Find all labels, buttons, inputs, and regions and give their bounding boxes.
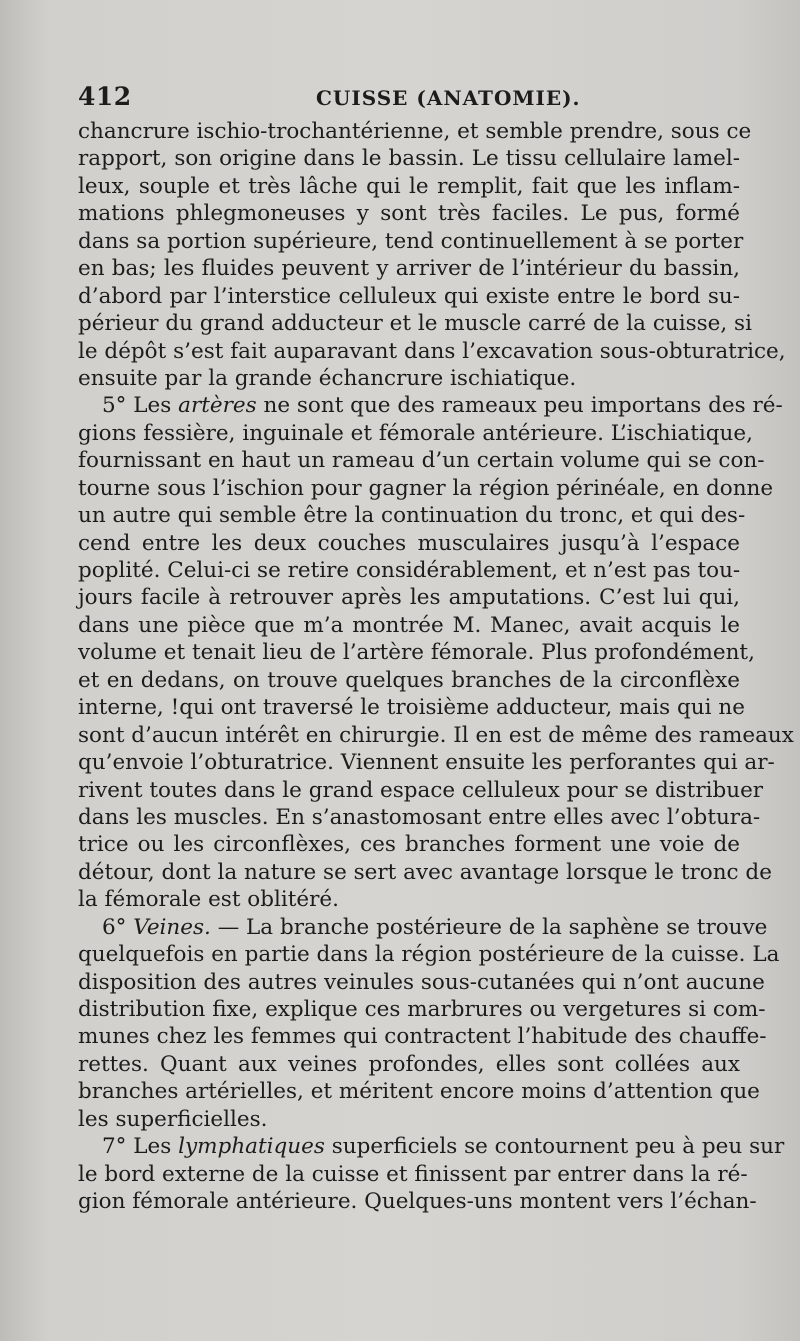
- text-line: [78, 200, 740, 227]
- text-line: [78, 694, 745, 721]
- text-line: [78, 392, 783, 419]
- text-line: [78, 1188, 757, 1215]
- line-text: un autre qui semble être la continuation du tronc, et qui des-: [78, 503, 746, 529]
- text-line: [78, 228, 744, 255]
- italic-term: Veines.: [133, 914, 211, 940]
- text-line: [78, 557, 740, 584]
- text-line: [78, 639, 755, 666]
- page-header: [78, 82, 740, 116]
- line-text: quelquefois en partie dans la région postérieure de la cuisse. La: [78, 942, 780, 968]
- text-line: [78, 996, 766, 1023]
- line-text: volume et tenait lieu de l’artère fémorale. Plus profondément,: [78, 640, 755, 666]
- text-line: [78, 1133, 785, 1160]
- text-line: [78, 831, 740, 858]
- line-text: chancrure ischio-trochantérienne, et semble prendre, sous ce: [78, 119, 752, 144]
- line-text: interne, !qui ont traversé le troisième adducteur, mais qui ne: [78, 695, 745, 721]
- text-line: [78, 447, 765, 474]
- line-text: d’abord par l’interstice celluleux qui existe entre le bord su-: [78, 283, 740, 309]
- line-text: disposition des autres veinules sous-cutanées qui n’ont aucune: [78, 969, 765, 995]
- text-line: [78, 612, 740, 639]
- text-line: [78, 584, 740, 611]
- text-line: [78, 667, 740, 694]
- text-line: [78, 777, 764, 804]
- text-line: [78, 886, 740, 913]
- line-text: les superficielles.: [78, 1106, 268, 1132]
- line-text: munes chez les femmes qui contractent l’habitude des chauffe-: [78, 1024, 767, 1050]
- line-text: rettes. Quant aux veines profondes, elles sont collées aux: [78, 1051, 740, 1077]
- line-text: et en dedans, on trouve quelques branches de la circonflèxe: [78, 667, 740, 693]
- text-line: [78, 969, 765, 996]
- line-text: superficiels se contournent peu à peu sur: [324, 1134, 785, 1160]
- line-text: la fémorale est oblitéré.: [78, 887, 339, 913]
- text-line: [78, 502, 746, 529]
- text-line: [78, 941, 780, 968]
- line-text: poplité. Celui-ci se retire considérablement, et n’est pas tou-: [78, 558, 741, 583]
- line-text: — La branche postérieure de la saphène se trouve: [210, 914, 768, 940]
- text-line: [78, 859, 772, 886]
- text-line: [78, 365, 740, 392]
- line-text: mations phlegmoneuses y sont très faciles. Le pus, formé: [78, 201, 740, 227]
- line-text: fournissant en haut un rameau d’un certain volume qui se con-: [78, 448, 765, 474]
- line-text: dans les muscles. En s’anastomosant entre elles avec l’obtura-: [78, 804, 761, 830]
- line-text: en bas; les fluides peuvent y arriver de l’intérieur du bassin,: [78, 256, 740, 282]
- line-text: dans sa portion supérieure, tend continuellement à se porter: [78, 228, 744, 254]
- body-text: [78, 118, 794, 1216]
- text-line: [78, 1078, 760, 1105]
- text-line: [78, 145, 740, 172]
- line-text: dans une pièce que m’a montrée M. Manec, avait acquis le: [78, 612, 740, 638]
- line-text: sont d’aucun intérêt en chirurgie. Il en est de même des rameaux: [78, 722, 794, 748]
- line-text: détour, dont la nature se sert avec avantage lorsque le tronc de: [78, 859, 772, 885]
- text-line: [78, 118, 752, 145]
- italic-term: lymphatiques: [178, 1134, 325, 1160]
- text-line: [78, 1051, 740, 1078]
- line-text: cend entre les deux couches musculaires jusqu’à l’espace: [78, 530, 740, 556]
- line-text: ensuite par la grande échancrure ischiatique.: [78, 365, 577, 391]
- text-line: [78, 420, 753, 447]
- line-text: gions fessière, inguinale et fémorale antérieure. L’ischiatique,: [78, 420, 753, 446]
- text-line: [78, 475, 774, 502]
- text-line: [78, 804, 761, 831]
- line-prefix: 5° Les: [102, 393, 179, 419]
- text-line: [78, 1023, 767, 1050]
- text-line: [78, 722, 794, 749]
- line-text: le bord externe de la cuisse et finissent par entrer dans la ré-: [78, 1161, 748, 1187]
- text-line: [78, 310, 752, 337]
- line-text: périeur du grand adducteur et le muscle carré de la cuisse, si: [78, 311, 752, 337]
- line-text: tourne sous l’ischion pour gagner la région périnéale, en donne: [78, 475, 774, 501]
- text-line: [78, 173, 740, 200]
- line-text: jours facile à retrouver après les amputations. C’est lui qui,: [78, 585, 740, 611]
- text-line: [78, 914, 768, 941]
- line-text: qu’envoie l’obturatrice. Viennent ensuite les perforantes qui ar-: [78, 750, 775, 776]
- line-text: le dépôt s’est fait auparavant dans l’excavation sous-obturatrice,: [78, 338, 786, 364]
- line-text: trice ou les circonflèxes, ces branches forment une voie de: [78, 832, 740, 858]
- text-line: [78, 255, 740, 282]
- line-text: distribution fixe, explique ces marbrures ou vergetures si com-: [78, 997, 766, 1022]
- line-text: rivent toutes dans le grand espace celluleux pour se distribuer: [78, 777, 764, 803]
- line-text: rapport, son origine dans le bassin. Le tissu cellulaire lamel-: [78, 146, 740, 172]
- line-text: branches artérielles, et méritent encore moins d’attention que: [78, 1079, 760, 1105]
- text-line: [78, 1161, 748, 1188]
- running-head: CUISSE (ANATOMIE).: [316, 86, 581, 110]
- text-line: [78, 530, 740, 557]
- text-line: [78, 283, 740, 310]
- line-prefix: 6°: [102, 914, 134, 940]
- text-line: [78, 749, 775, 776]
- line-text: gion fémorale antérieure. Quelques-uns montent vers l’échan-: [78, 1189, 757, 1215]
- line-text: ne sont que des rameaux peu importans des ré-: [256, 393, 783, 419]
- line-prefix: 7° Les: [102, 1134, 179, 1160]
- text-line: [78, 1106, 740, 1133]
- italic-term: artères: [178, 393, 257, 419]
- line-text: leux, souple et très lâche qui le remplit, fait que les inflam-: [78, 173, 740, 199]
- text-line: [78, 338, 786, 365]
- page-number: 412: [78, 82, 132, 111]
